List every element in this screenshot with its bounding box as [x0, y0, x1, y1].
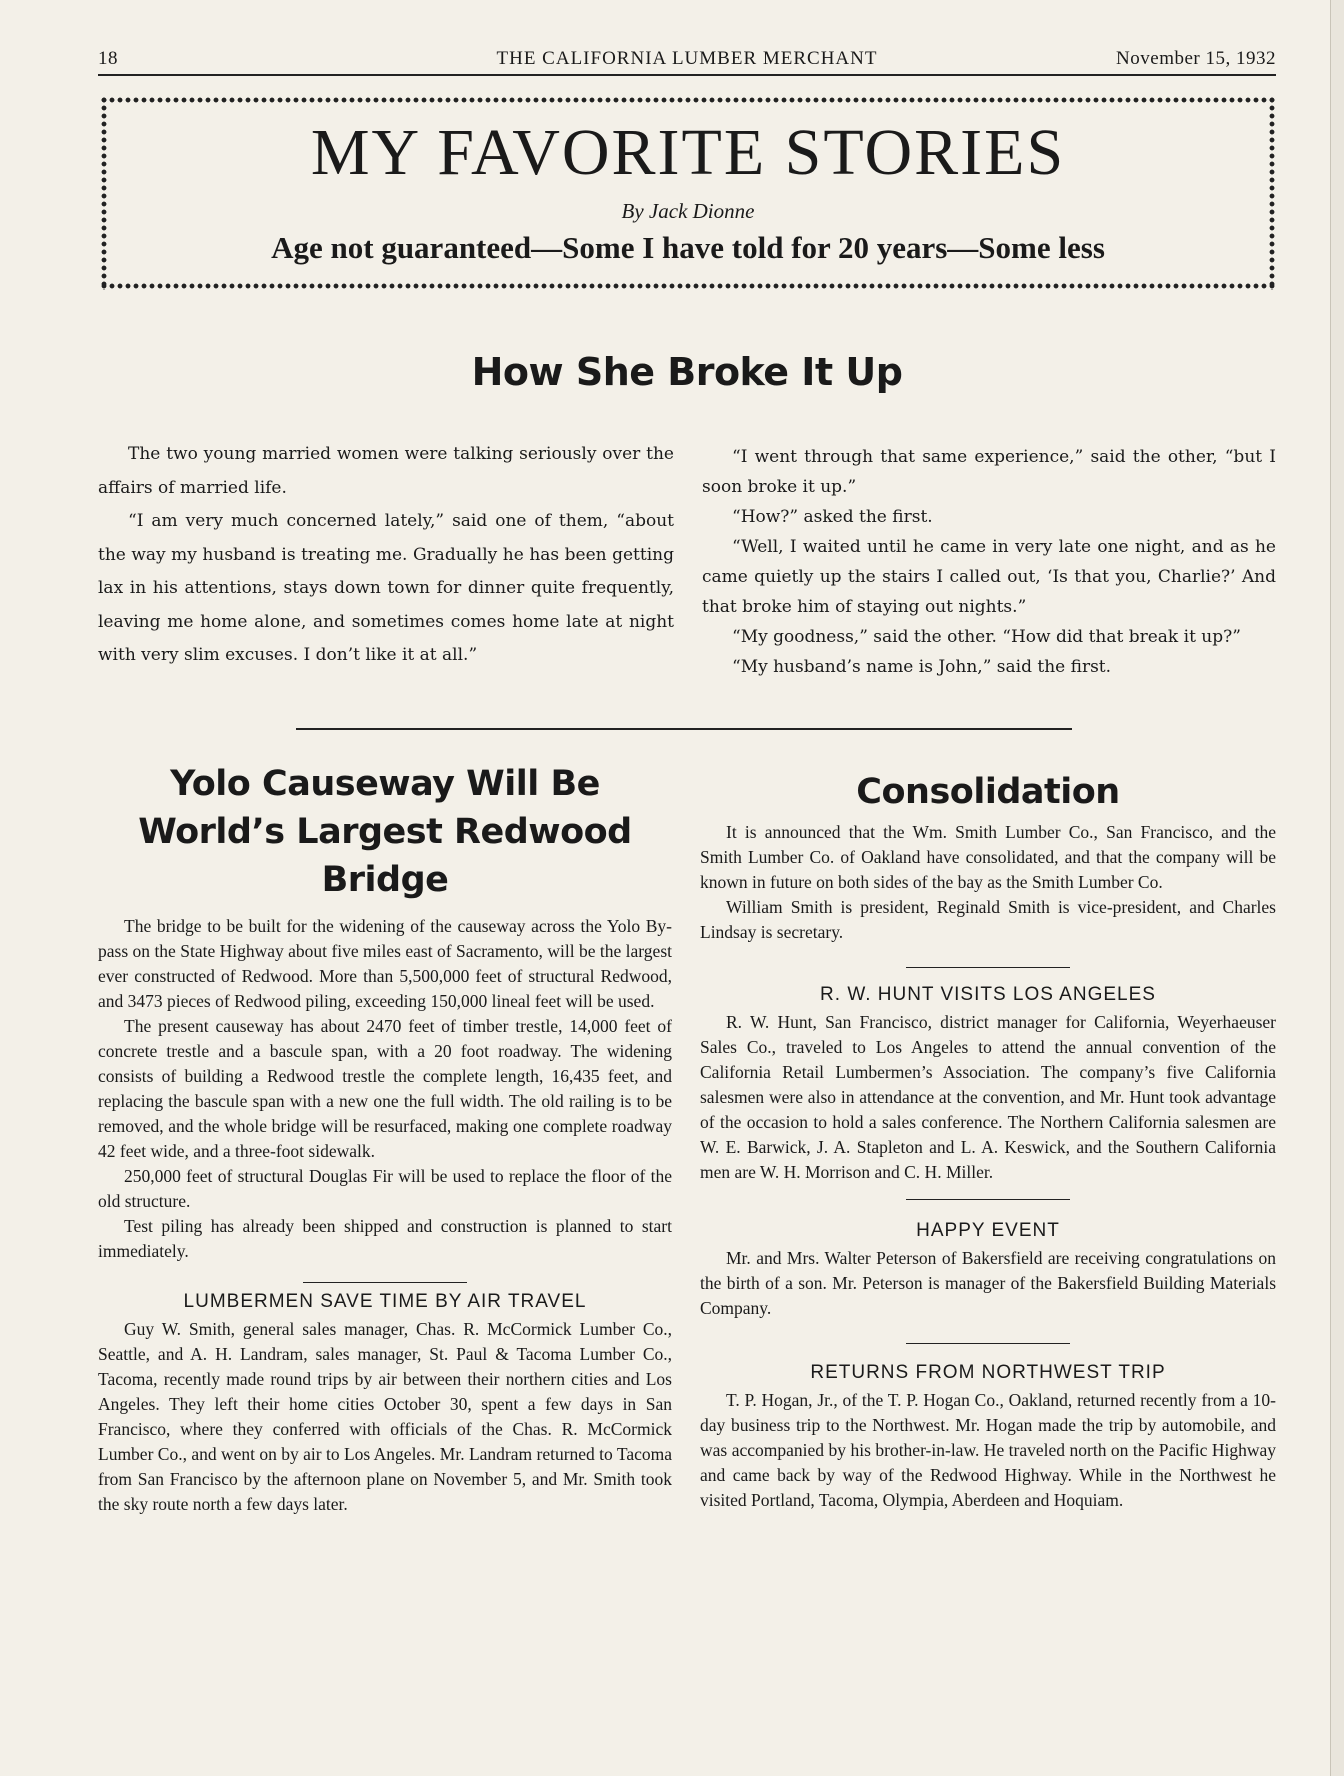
favorite-stories-banner	[100, 96, 1276, 290]
left-column	[98, 760, 672, 1517]
happy-event-headline: HAPPY EVENT	[916, 1220, 1060, 1241]
article-paragraph: Guy W. Smith, general sales manager, Chas. R. McCormick Lumber Co., Seattle, and A. H. Landram, sales manager, St. Paul & Tacoma Lumber Co., Tacoma, recently made round trips by air between their northern cities and Los Angeles. They left their home cities October 30, spent a few days in San Francisco, where they conferred with officials of the Chas. R. McCormick Lumber Co., and went on by air to Los Angeles. Mr. Landram returned to Tacoma from San Francisco by the afternoon plane on November 5, and Mr. Smith took the sky route north a few days later.	[98, 1319, 672, 1514]
story-title: How She Broke It Up	[471, 350, 903, 394]
article-paragraph: It is announced that the Wm. Smith Lumber Co., San Francisco, and the Smith Lumber Co. of Oakland have consolidated, and that the company will be known in future on both sides of the bay as the Smith Lumber Co.	[700, 822, 1276, 892]
article-paragraph: The bridge to be built for the widening of the causeway across the Yolo By-pass on the State Highway about five miles east of Sacramento, will be the largest ever constructed of Redwood. More than 5,500,000 feet of structural Redwood, and 3473 pieces of Redwood piling, exceeding 150,000 lineal feet will be used.	[98, 916, 672, 1011]
banner-byline: By Jack Dionne	[621, 199, 755, 223]
story-paragraph: “I went through that same experience,” said the other, “but I soon broke it up.”	[702, 447, 1276, 497]
story-paragraph: The two young married women were talking seriously over the affairs of married life.	[98, 444, 674, 498]
yolo-headline: Yolo Causeway Will Be World’s Largest Redwood Bridge	[138, 764, 632, 900]
page-edge	[1330, 0, 1344, 1776]
story-paragraph: “I am very much concerned lately,” said one of them, “about the way my husband is treating me. Gradually he has been getting lax in his attentions, stays down town for dinner quite frequently, leaving me home alone, and sometimes comes home late at night with very slim excuses. I don’t like it at all.”	[98, 511, 674, 665]
running-header	[98, 48, 1276, 76]
banner-tagline: Age not guaranteed—Some I have told for 20 years—Some less	[271, 230, 1105, 265]
consolidation-headline: Consolidation	[856, 772, 1120, 812]
article-paragraph: 250,000 feet of structural Douglas Fir will be used to replace the floor of the old structure.	[98, 1166, 672, 1211]
short-divider	[906, 1199, 1070, 1200]
hunt-headline: R. W. HUNT VISITS LOS ANGELES	[820, 984, 1156, 1005]
story-right-column	[702, 442, 1276, 682]
article-paragraph: Mr. and Mrs. Walter Peterson of Bakersfield are receiving congratulations on the birth of a son. Mr. Peterson is manager of the Bakersfield Building Materials Company.	[700, 1248, 1276, 1318]
article-paragraph: T. P. Hogan, Jr., of the T. P. Hogan Co., Oakland, returned recently from a 10-day business trip to the Northwest. Mr. Hogan made the trip by automobile, and was accompanied by his brother-in-law. He traveled north on the Pacific Highway and came back by way of the Redwood Highway. While in the Northwest he visited Portland, Tacoma, Olympia, Aberdeen and Hoquiam.	[700, 1390, 1276, 1510]
air-travel-headline: LUMBERMEN SAVE TIME BY AIR TRAVEL	[183, 1291, 587, 1312]
dotted-border-bottom	[100, 282, 1276, 290]
short-divider	[906, 967, 1070, 968]
story-left-column	[98, 438, 674, 673]
article-paragraph: William Smith is president, Reginald Smith is vice-president, and Charles Lindsay is secretary.	[700, 897, 1276, 942]
page-number: 18	[98, 48, 118, 69]
banner-title: MY FAVORITE STORIES	[310, 116, 1066, 189]
article-paragraph: Test piling has already been shipped and construction is planned to start immediately.	[98, 1216, 672, 1261]
dotted-border-top	[100, 96, 1276, 104]
section-divider	[296, 728, 1072, 730]
short-divider	[303, 1282, 467, 1283]
story-paragraph: “Well, I waited until he came in very late one night, and as he came quietly up the stairs I called out, ‘Is that you, Charlie?’ And that broke him of staying out nights.”	[702, 537, 1276, 617]
story-paragraph: “My goodness,” said the other. “How did that break it up?”	[732, 627, 1241, 647]
magazine-title: THE CALIFORNIA LUMBER MERCHANT	[496, 48, 878, 69]
story-paragraph: “My husband’s name is John,” said the first.	[732, 657, 1112, 677]
story-paragraph: “How?” asked the first.	[732, 507, 933, 527]
northwest-trip-headline: RETURNS FROM NORTHWEST TRIP	[810, 1362, 1166, 1383]
issue-date: November 15, 1932	[1116, 48, 1276, 69]
short-divider	[906, 1343, 1070, 1344]
right-column	[700, 768, 1276, 1513]
article-paragraph: The present causeway has about 2470 feet of timber trestle, 14,000 feet of concrete trestle and a bascule span, with a 20 foot roadway. The widening consists of building a Redwood trestle the complete length, 16,435 feet, and replacing the bascule span with a new one the full width. The old railing is to be removed, and the whole bridge will be resurfaced, making one complete roadway 42 feet wide, and a three-foot sidewalk.	[98, 1016, 672, 1161]
article-paragraph: R. W. Hunt, San Francisco, district manager for California, Weyerhaeuser Sales Co., traveled to Los Angeles to attend the annual convention of the California Retail Lumbermen’s Association. The company’s five California salesmen were also in attendance at the convention, and Mr. Hunt took advantage of the occasion to hold a sales conference. The Northern California salesmen are W. E. Barwick, J. A. Stapleton and L. A. Keswick, and the Southern California men are W. H. Morrison and C. H. Miller.	[700, 1012, 1276, 1182]
